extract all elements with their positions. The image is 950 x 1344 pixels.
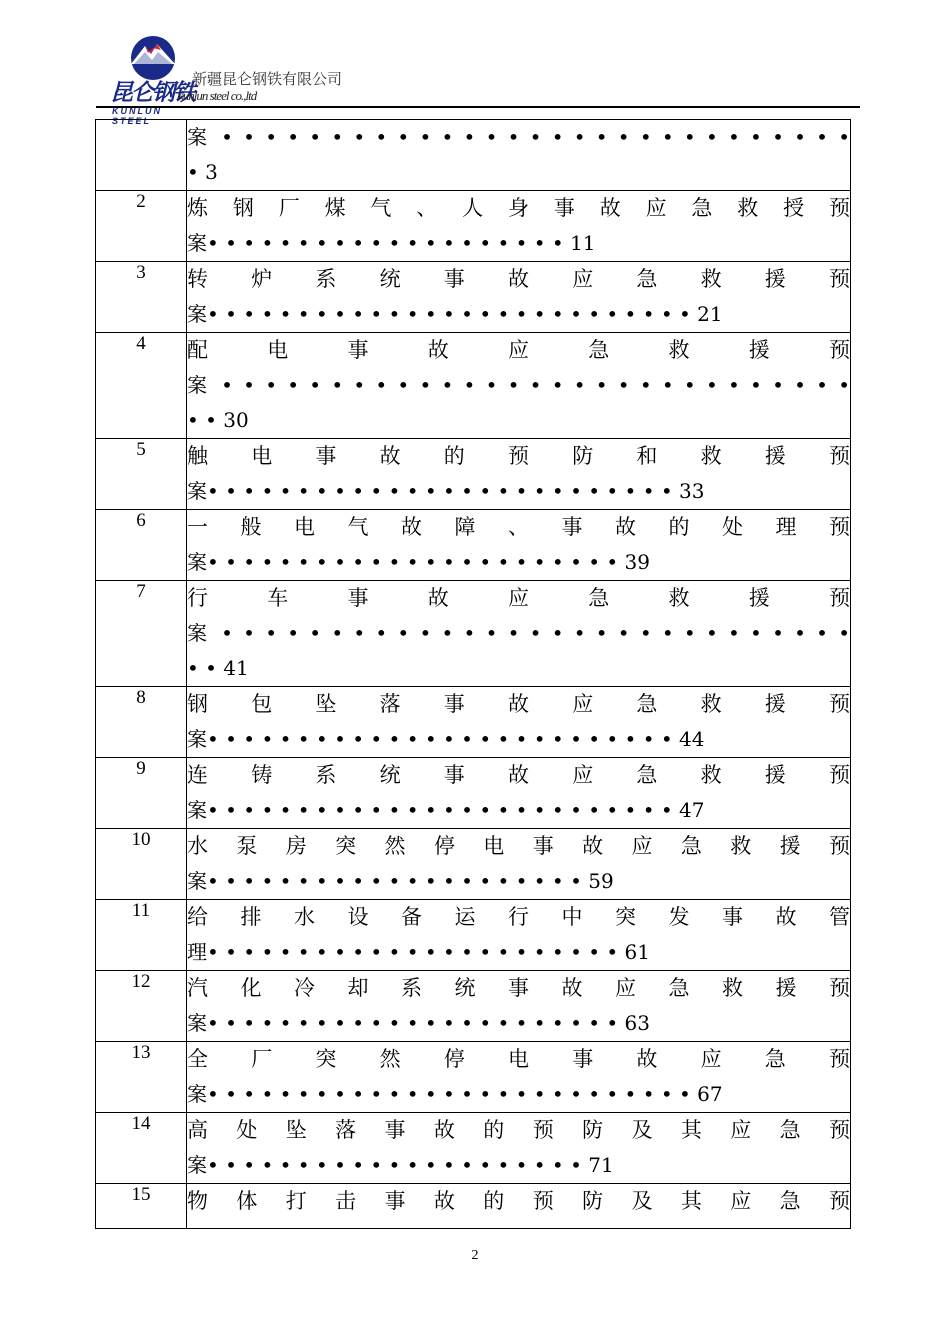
page-header xyxy=(0,0,950,126)
toc-entry-leader: 案• • • • • • • • • • • • • • • • • • • • 11 xyxy=(187,231,596,255)
toc-row-number: 3 xyxy=(96,262,187,333)
toc-entry-leader: 案• • • • • • • • • • • • • • • • • • • • • 59 xyxy=(187,869,614,893)
toc-row xyxy=(96,439,851,510)
toc-row xyxy=(96,1184,851,1229)
toc-row-entry[interactable] xyxy=(187,971,851,1042)
toc-entry-leader: 案• • • • • • • • • • • • • • • • • • • • • • • • • • 33 xyxy=(187,479,705,503)
logo-cn-text: 昆仑钢铁 xyxy=(110,80,194,106)
toc-entry-leader: 案• • • • • • • • • • • • • • • • • • • • • 71 xyxy=(187,1153,614,1177)
toc-entry-title: 汽 化 冷 却 系 统 事 故 应 急 救 援 预 xyxy=(187,976,850,1000)
toc-row-entry[interactable] xyxy=(187,120,851,191)
toc-row-number: 12 xyxy=(96,971,187,1042)
toc-row-entry[interactable] xyxy=(187,581,851,687)
toc-entry-leader: 案 • • • • • • • • • • • • • • • • • • • • • • • • • • • • • xyxy=(187,373,850,397)
toc-entry-title: 高 处 坠 落 事 故 的 预 防 及 其 应 急 预 xyxy=(187,1118,850,1142)
toc-row-entry[interactable] xyxy=(187,1184,851,1229)
toc-entry-leader: 案• • • • • • • • • • • • • • • • • • • • • • • 39 xyxy=(187,550,650,574)
toc-row xyxy=(96,581,851,687)
toc-entry-leader: • • 41 xyxy=(187,656,249,680)
toc-entry-leader: 案• • • • • • • • • • • • • • • • • • • • • • • • • • • 67 xyxy=(187,1082,723,1106)
toc-row xyxy=(96,191,851,262)
toc-row xyxy=(96,1113,851,1184)
toc-row-entry[interactable] xyxy=(187,829,851,900)
logo-en-text: KUNLUN STEEL xyxy=(112,106,162,126)
toc-row-number: 8 xyxy=(96,687,187,758)
toc-row-entry[interactable] xyxy=(187,1113,851,1184)
mountain-logo-icon xyxy=(128,34,178,80)
toc-row-number: 7 xyxy=(96,581,187,687)
toc-entry-leader: • 3 xyxy=(187,160,218,184)
toc-entry-title: 钢 包 坠 落 事 故 应 急 救 援 预 xyxy=(187,692,850,716)
toc-row-entry[interactable] xyxy=(187,191,851,262)
toc-row-number: 9 xyxy=(96,758,187,829)
toc-entry-title: 全 厂 突 然 停 电 事 故 应 急 预 xyxy=(187,1047,850,1071)
toc-entry-title: 一 般 电 气 故 障 、 事 故 的 处 理 预 xyxy=(187,515,850,539)
toc-row-entry[interactable] xyxy=(187,687,851,758)
toc-row-entry[interactable] xyxy=(187,900,851,971)
toc-entry-leader: 案• • • • • • • • • • • • • • • • • • • • • • • • • • 47 xyxy=(187,798,705,822)
toc-row-entry[interactable] xyxy=(187,758,851,829)
toc-entry-title: 配 电 事 故 应 急 救 援 预 xyxy=(187,338,850,362)
toc-row-entry[interactable] xyxy=(187,510,851,581)
company-name-en: kunlun steel co.,ltd xyxy=(178,88,257,103)
toc-row xyxy=(96,829,851,900)
page-number: 2 xyxy=(471,1248,479,1263)
toc-entry-title: 炼 钢 厂 煤 气 、 人 身 事 故 应 急 救 授 预 xyxy=(187,196,850,220)
toc-entry-title: 触 电 事 故 的 预 防 和 救 援 预 xyxy=(187,444,850,468)
toc-row-number xyxy=(96,120,187,191)
toc-row xyxy=(96,333,851,439)
toc-entry-leader: 案 • • • • • • • • • • • • • • • • • • • • • • • • • • • • • xyxy=(187,125,850,149)
toc-entry-title: 转 炉 系 统 事 故 应 急 救 援 预 xyxy=(187,267,850,291)
toc-row xyxy=(96,900,851,971)
toc-entry-leader: 理• • • • • • • • • • • • • • • • • • • • • • • 61 xyxy=(187,940,650,964)
toc-row-number: 11 xyxy=(96,900,187,971)
toc-row-number: 15 xyxy=(96,1184,187,1229)
toc-entry-title: 物 体 打 击 事 故 的 预 防 及 其 应 急 预 xyxy=(187,1189,850,1213)
toc-row xyxy=(96,687,851,758)
toc-entry-leader: • • 30 xyxy=(187,408,249,432)
toc-table xyxy=(95,119,851,1229)
toc-body xyxy=(96,120,851,1229)
toc-row xyxy=(96,1042,851,1113)
toc-entry-title: 连 铸 系 统 事 故 应 急 救 援 预 xyxy=(187,763,850,787)
toc-row-entry[interactable] xyxy=(187,1042,851,1113)
toc-row-number: 14 xyxy=(96,1113,187,1184)
toc-row-number: 4 xyxy=(96,333,187,439)
toc-entry-title: 给 排 水 设 备 运 行 中 突 发 事 故 管 xyxy=(187,905,850,929)
toc-entry-leader: 案• • • • • • • • • • • • • • • • • • • • • • • • • • • 21 xyxy=(187,302,723,326)
toc-entry-title: 行 车 事 故 应 急 救 援 预 xyxy=(187,586,850,610)
toc-row-entry[interactable] xyxy=(187,333,851,439)
toc-row-number: 5 xyxy=(96,439,187,510)
company-name-cn: 新疆昆仑钢铁有限公司 xyxy=(192,70,343,88)
toc-row-entry[interactable] xyxy=(187,262,851,333)
toc-row-number: 6 xyxy=(96,510,187,581)
toc-row xyxy=(96,510,851,581)
toc-row xyxy=(96,262,851,333)
toc-row-number: 13 xyxy=(96,1042,187,1113)
toc-row-entry[interactable] xyxy=(187,439,851,510)
toc-row xyxy=(96,971,851,1042)
toc-entry-leader: 案• • • • • • • • • • • • • • • • • • • • • • • • • • 44 xyxy=(187,727,705,751)
toc-entry-title: 水 泵 房 突 然 停 电 事 故 应 急 救 援 预 xyxy=(187,834,850,858)
toc-row xyxy=(96,758,851,829)
toc-entry-leader: 案 • • • • • • • • • • • • • • • • • • • • • • • • • • • • • xyxy=(187,621,850,645)
toc-row xyxy=(96,120,851,191)
toc-row-number: 2 xyxy=(96,191,187,262)
toc-row-number: 10 xyxy=(96,829,187,900)
toc-entry-leader: 案• • • • • • • • • • • • • • • • • • • • • • • 63 xyxy=(187,1011,650,1035)
header-rule xyxy=(96,106,860,108)
